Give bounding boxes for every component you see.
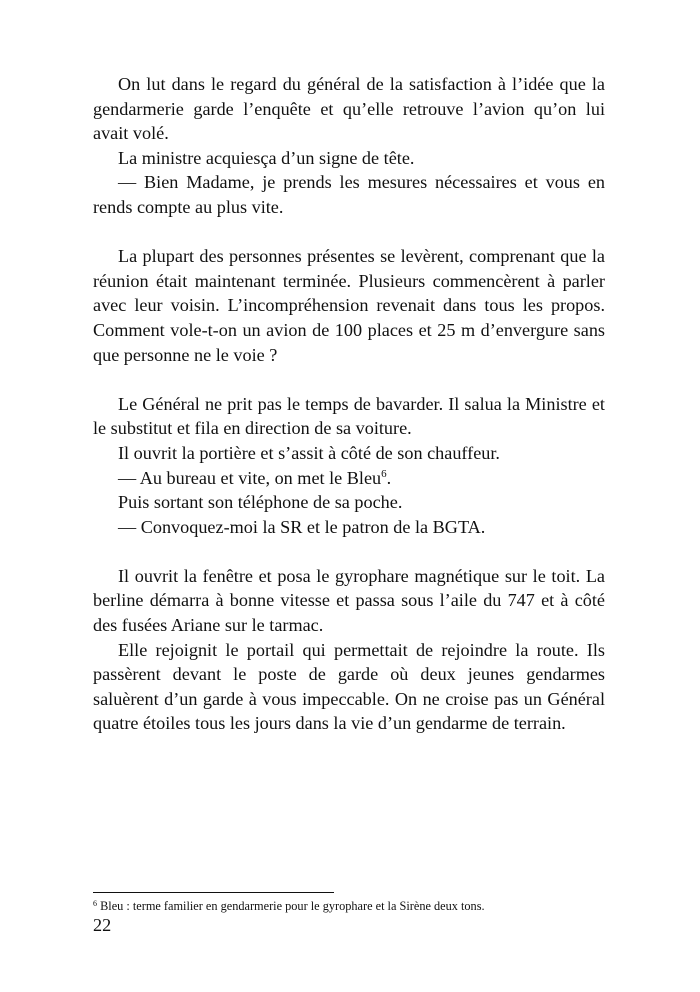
paragraph: La ministre acquiesça d’un signe de tête. <box>118 147 415 168</box>
paragraph: Elle rejoignit le portail qui permettait de rejoindre la route. Ils passèrent devant le poste de garde où deux jeunes gendarmes saluèrent d’un garde à vous impeccable. On ne croise pas un Général quatre étoiles tous les jours dans la vie d’un gendarme de terrain. <box>93 639 605 734</box>
footnote-text: Bleu : terme familier en gendarmerie pour le gyrophare et la Sirène deux tons. <box>97 899 485 913</box>
dialogue-line: — Bien Madame, je prends les mesures nécessaires et vous en rends compte au plus vite. <box>93 172 605 217</box>
dialogue-text: — Au bureau et vite, on met le Bleu <box>118 467 382 488</box>
dialogue-end: . <box>386 467 392 488</box>
paragraph: La plupart des personnes présentes se levèrent, comprenant que la réunion était maintenant terminée. Plusieurs commencèrent à parler avec leur voisin. L’incompréhension revenait dans tous les propos. Comment vole-t-on un avion de 100 places et 25 m d’envergure sans que personne ne le voie ? <box>93 246 605 365</box>
dialogue-line: — Convoquez-moi la SR et le patron de la BGTA. <box>118 516 486 537</box>
dialogue-line <box>93 466 605 491</box>
paragraph: Le Général ne prit pas le temps de bavarder. Il salua la Ministre et le substitut et fila en direction de sa voiture. <box>93 393 605 439</box>
paragraph: Il ouvrit la fenêtre et posa le gyrophare magnétique sur le toit. La berline démarra à bonne vitesse et passa sous l’aile du 747 et à côté des fusées Ariane sur le tarmac. <box>93 565 605 636</box>
page-number: 22 <box>93 915 112 935</box>
page-body <box>93 72 605 736</box>
paragraph: On lut dans le regard du général de la satisfaction à l’idée que la gendarmerie garde l’enquête et qu’elle retrouve l’avion qu’on lui avait volé. <box>93 74 605 144</box>
paragraph: Il ouvrit la portière et s’assit à côté de son chauffeur. <box>118 442 500 463</box>
footnote-marker: 6 <box>93 899 97 908</box>
footnote-divider <box>93 892 334 893</box>
footnote-reference: 6 <box>381 467 387 480</box>
paragraph: Puis sortant son téléphone de sa poche. <box>118 492 403 513</box>
footnote <box>93 899 605 914</box>
